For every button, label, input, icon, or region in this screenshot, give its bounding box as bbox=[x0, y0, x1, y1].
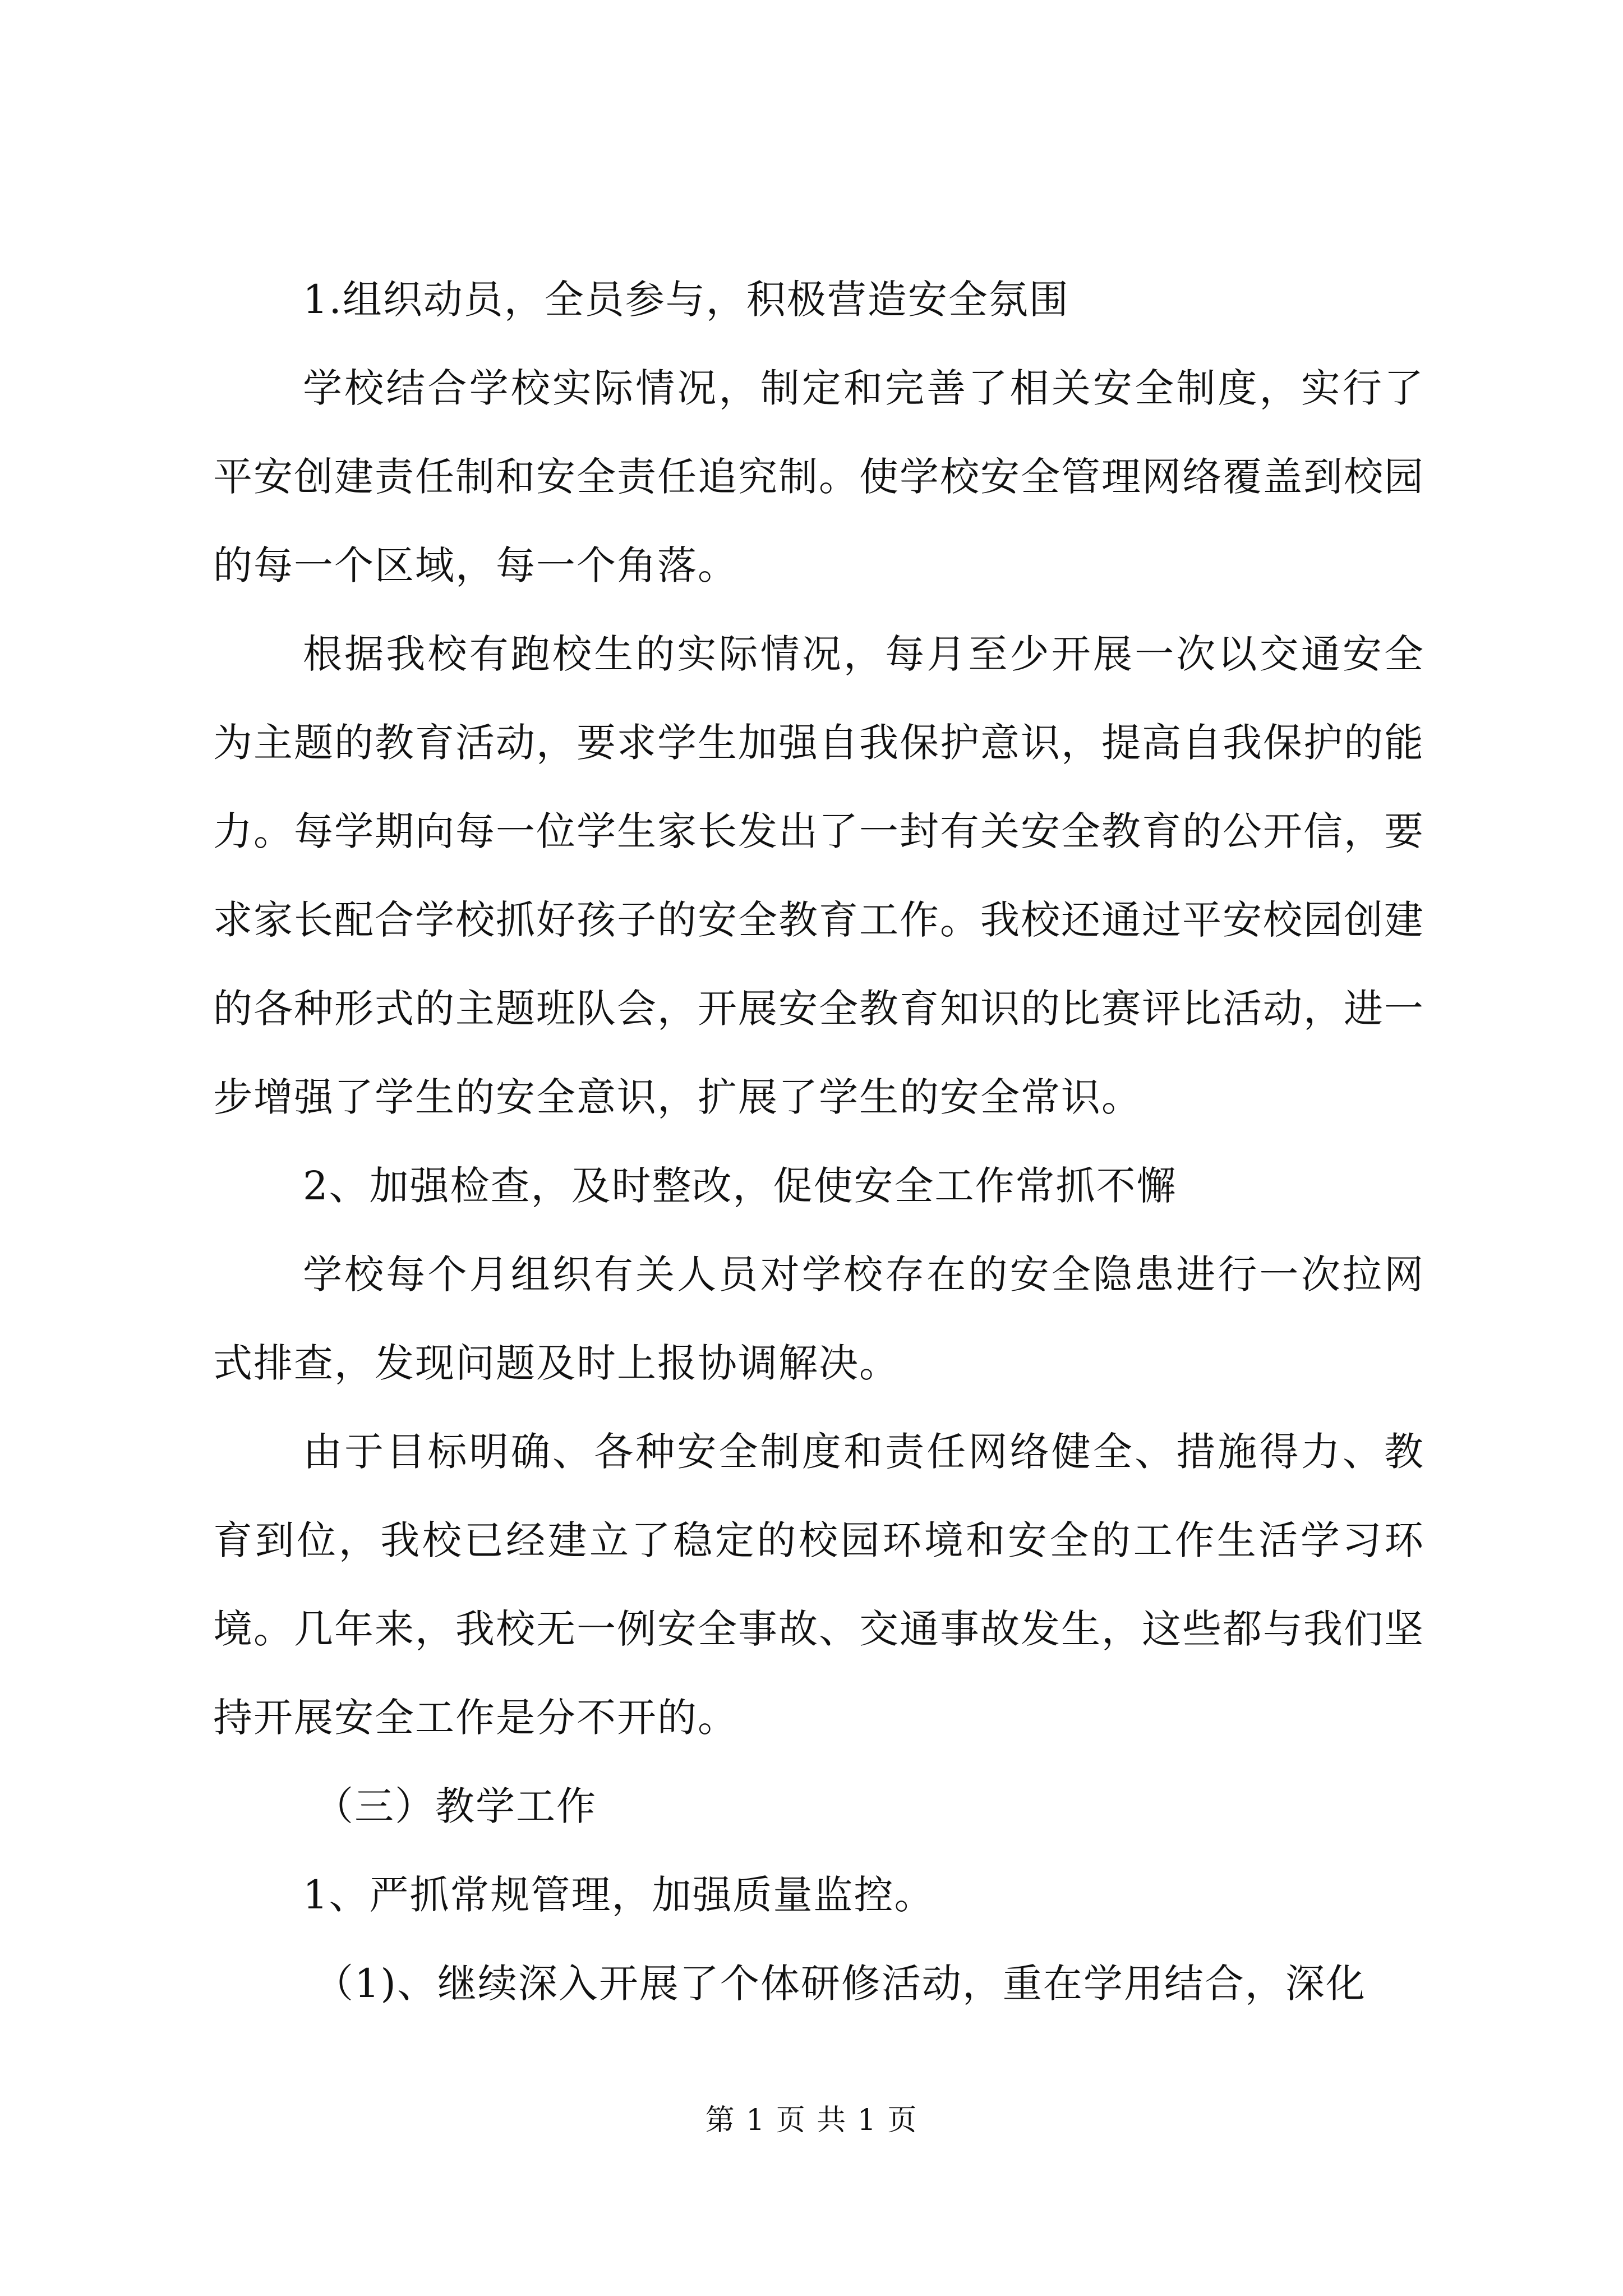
paragraph-heading-3: 1、严抓常规管理，加强质量监控。 bbox=[303, 1872, 935, 1918]
paragraph-heading-1: 1.组织动员，全员参与，积极营造安全氛围 bbox=[303, 277, 1069, 323]
document-body bbox=[213, 255, 1424, 2028]
paragraph-body-1: 学校结合学校实际情况，制定和完善了相关安全制度，实行了平安创建责任制和安全责任追究制。使学校安全管理网络覆盖到校园的每一个区域，每一个角落。 bbox=[213, 365, 1424, 588]
section-heading-teaching: （三）教学工作 bbox=[314, 1783, 597, 1829]
paragraph-body-4: 由于目标明确、各种安全制度和责任网络健全、措施得力、教育到位，我校已经建立了稳定的校园环境和安全的工作生活学习环境。几年来，我校无一例安全事故、交通事故发生，这些都与我们坚持开展安全工作是分不开的。 bbox=[213, 1429, 1424, 1741]
paragraph-body-2: 根据我校有跑校生的实际情况，每月至少开展一次以交通安全为主题的教育活动，要求学生加强自我保护意识，提高自我保护的能力。每学期向每一位学生家长发出了一封有关安全教育的公开信，要求家长配合学校抓好孩子的安全教育工作。我校还通过平安校园创建的各种形式的主题班队会，开展安全教育知识的比赛评比活动，进一步增强了学生的安全意识，扩展了学生的安全常识。 bbox=[213, 631, 1424, 1120]
paragraph-subitem-1: （1)、继续深入开展了个体研修活动，重在学用结合，深化 bbox=[314, 1961, 1366, 2007]
page-footer: 第 1 页 共 1 页 bbox=[705, 2104, 918, 2137]
paragraph-body-3: 学校每个月组织有关人员对学校存在的安全隐患进行一次拉网式排查，发现问题及时上报协调解决。 bbox=[213, 1251, 1424, 1386]
paragraph-heading-2: 2、加强检查，及时整改，促使安全工作常抓不懈 bbox=[303, 1163, 1177, 1209]
